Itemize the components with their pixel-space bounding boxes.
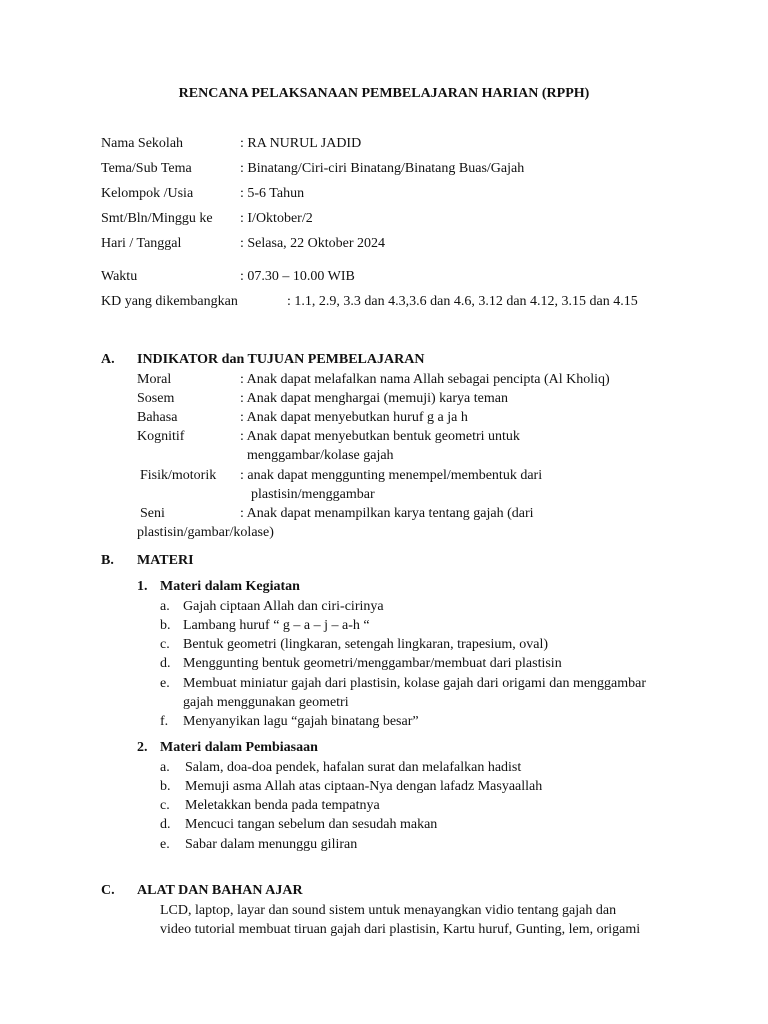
subsection-heading: Materi dalam Pembiasaan (160, 740, 318, 755)
list-item-letter: e. (160, 676, 170, 691)
indicator-value: : anak dapat menggunting menempel/membentuk dari (240, 468, 543, 483)
list-item: Sabar dalam menunggu giliran (185, 837, 358, 852)
indicator-label: Sosem (137, 391, 175, 406)
list-item: Menyanyikan lagu “gajah binatang besar” (183, 714, 419, 729)
indicator-value-continued: plastisin/gambar/kolase) (137, 525, 274, 540)
section-heading: MATERI (137, 553, 194, 568)
subsection-number: 1. (137, 579, 148, 594)
list-item: Meletakkan benda pada tempatnya (185, 798, 380, 813)
list-item: Menggunting bentuk geometri/menggambar/membuat dari plastisin (183, 656, 562, 671)
identity-value: : 5-6 Tahun (240, 186, 305, 201)
section-letter: C. (101, 883, 115, 898)
list-item-letter: c. (160, 637, 170, 652)
identity-label: Smt/Bln/Minggu ke (101, 211, 213, 226)
list-item-letter: b. (160, 618, 171, 633)
list-item-letter: e. (160, 837, 170, 852)
indicator-label: Kognitif (137, 429, 185, 444)
identity-label: Nama Sekolah (101, 136, 184, 151)
subsection-heading: Materi dalam Kegiatan (160, 579, 300, 594)
indicator-value: : Anak dapat menyebutkan bentuk geometri untuk (240, 429, 520, 444)
indicator-value: : Anak dapat menampilkan karya tentang gajah (dari (240, 506, 534, 521)
subsection-number: 2. (137, 740, 148, 755)
list-item-letter: d. (160, 817, 171, 832)
identity-value: : RA NURUL JADID (240, 136, 362, 151)
list-item-continued: gajah menggunakan geometri (183, 695, 349, 710)
identity-label: Waktu (101, 269, 138, 284)
identity-value: : 1.1, 2.9, 3.3 dan 4.3,3.6 dan 4.6, 3.12 dan 4.12, 3.15 dan 4.15 (287, 294, 638, 309)
list-item: Memuji asma Allah atas ciptaan-Nya dengan lafadz Masyaallah (185, 779, 543, 794)
indicator-label: Fisik/motorik (140, 468, 217, 483)
section-letter: A. (101, 352, 115, 367)
identity-label: KD yang dikembangkan (101, 294, 238, 309)
section-letter: B. (101, 553, 114, 568)
identity-label: Hari / Tanggal (101, 236, 182, 251)
paragraph-line: video tutorial membuat tiruan gajah dari plastisin, Kartu huruf, Gunting, lem, origami (160, 922, 641, 937)
identity-label: Kelompok /Usia (101, 186, 194, 201)
list-item: Mencuci tangan sebelum dan sesudah makan (185, 817, 438, 832)
list-item: Gajah ciptaan Allah dan ciri-cirinya (183, 599, 384, 614)
paragraph-line: LCD, laptop, layar dan sound sistem untuk menayangkan vidio tentang gajah dan (160, 903, 617, 918)
list-item-letter: a. (160, 599, 170, 614)
section-heading: INDIKATOR dan TUJUAN PEMBELAJARAN (137, 352, 425, 367)
identity-value: : 07.30 – 10.00 WIB (240, 269, 355, 284)
indicator-value: : Anak dapat menghargai (memuji) karya teman (240, 391, 508, 406)
document-title: RENCANA PELAKSANAAN PEMBELAJARAN HARIAN (RPPH) (178, 86, 590, 101)
list-item: Salam, doa-doa pendek, hafalan surat dan melafalkan hadist (185, 760, 522, 775)
indicator-value: : Anak dapat melafalkan nama Allah sebagai pencipta (Al Kholiq) (240, 372, 610, 387)
list-item: Bentuk geometri (lingkaran, setengah lingkaran, trapesium, oval) (183, 637, 549, 652)
indicator-label: Moral (137, 372, 172, 387)
identity-value: : Binatang/Ciri-ciri Binatang/Binatang Buas/Gajah (240, 161, 525, 176)
identity-value: : I/Oktober/2 (240, 211, 313, 226)
identity-label: Tema/Sub Tema (101, 161, 192, 176)
indicator-label: Seni (140, 506, 165, 521)
indicator-label: Bahasa (137, 410, 178, 425)
list-item-letter: b. (160, 779, 171, 794)
section-heading: ALAT DAN BAHAN AJAR (137, 883, 303, 898)
indicator-value-continued: menggambar/kolase gajah (247, 448, 394, 463)
list-item-letter: f. (160, 714, 169, 729)
list-item-letter: c. (160, 798, 170, 813)
list-item-letter: a. (160, 760, 170, 775)
list-item-letter: d. (160, 656, 171, 671)
list-item: Lambang huruf “ g – a – j – a-h “ (183, 618, 370, 633)
list-item: Membuat miniatur gajah dari plastisin, kolase gajah dari origami dan menggambar (183, 676, 647, 691)
indicator-value-continued: plastisin/menggambar (251, 487, 375, 502)
identity-value: : Selasa, 22 Oktober 2024 (240, 236, 386, 251)
indicator-value: : Anak dapat menyebutkan huruf g a ja h (240, 410, 468, 425)
